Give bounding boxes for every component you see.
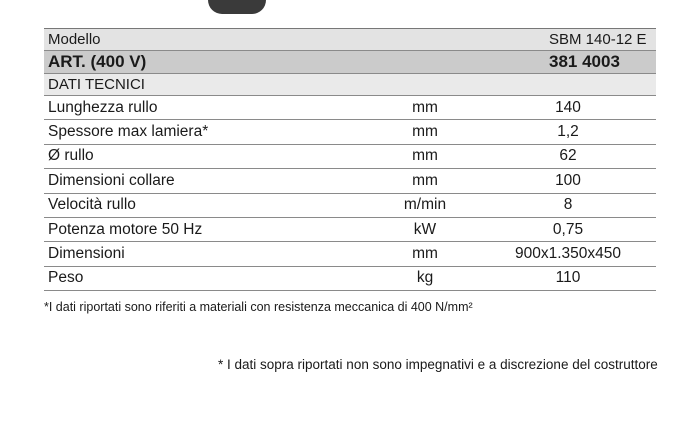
- model-label: Modello: [48, 31, 101, 48]
- article-value: 381 4003: [549, 52, 620, 71]
- table-row: [44, 120, 656, 144]
- row-value: 140: [555, 98, 581, 116]
- row-label: Dimensioni: [48, 245, 125, 263]
- section-title-row: [44, 74, 656, 96]
- row-unit: mm: [412, 245, 438, 263]
- row-unit: mm: [412, 147, 438, 165]
- table-row: [44, 218, 656, 242]
- footnote-materials: *I dati riportati sono riferiti a materiali con resistenza meccanica di 400 N/mm²: [44, 300, 473, 314]
- row-value: 62: [559, 147, 577, 165]
- table-row: [44, 169, 656, 193]
- row-value: 110: [555, 269, 581, 287]
- row-value: 900x1.350x450: [514, 245, 621, 263]
- row-unit: kW: [413, 220, 437, 238]
- row-unit: mm: [412, 98, 438, 116]
- product-image-fragment: [208, 0, 266, 14]
- row-value: 8: [563, 196, 573, 214]
- row-value: 100: [555, 171, 581, 189]
- row-label: Potenza motore 50 Hz: [48, 220, 203, 238]
- row-label: Peso: [48, 269, 84, 287]
- row-label: Dimensioni collare: [48, 171, 175, 189]
- row-label: Lunghezza rullo: [48, 98, 158, 116]
- footnote-disclaimer: * I dati sopra riportati non sono impegnativi e a discrezione del costruttore: [218, 357, 658, 372]
- row-value: 1,2: [557, 123, 579, 141]
- article-label: ART. (400 V): [48, 52, 147, 71]
- row-unit: m/min: [403, 196, 447, 214]
- row-unit: mm: [412, 123, 438, 141]
- model-value: SBM 140-12 E: [549, 31, 647, 48]
- row-label: Spessore max lamiera*: [48, 123, 209, 141]
- section-title: DATI TECNICI: [48, 76, 145, 93]
- table-row: [44, 242, 656, 266]
- row-label: Velocità rullo: [48, 196, 136, 214]
- table-row: [44, 194, 656, 218]
- table-header-row: [44, 29, 656, 51]
- row-label: Ø rullo: [48, 147, 94, 165]
- article-row: [44, 51, 656, 74]
- table-row: [44, 96, 656, 120]
- row-unit: kg: [416, 269, 434, 287]
- row-unit: mm: [412, 171, 438, 189]
- table-row: [44, 145, 656, 169]
- table-row: [44, 267, 656, 291]
- row-value: 0,75: [552, 220, 584, 238]
- spec-table: [44, 28, 656, 291]
